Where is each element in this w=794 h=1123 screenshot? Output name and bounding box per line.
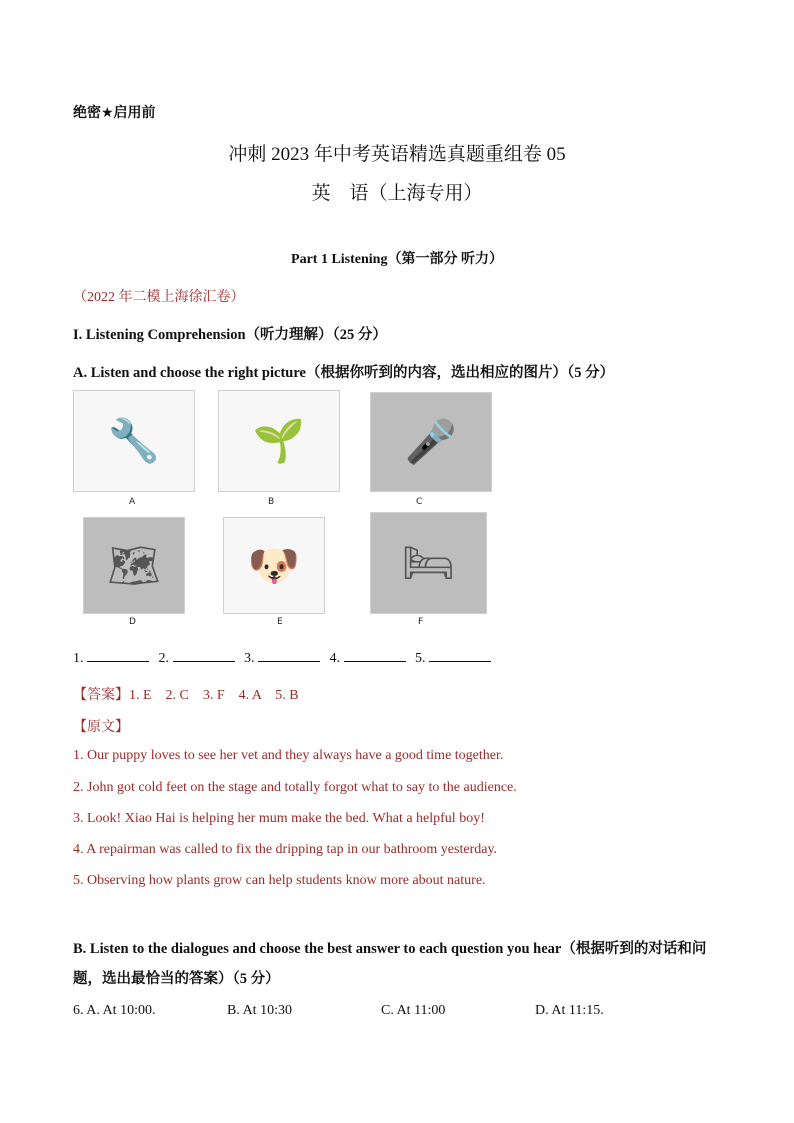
exam-subtitle: 英 语（上海专用） (311, 183, 483, 204)
hiker-map-icon: 🗺 (107, 540, 161, 590)
picture-label: D (129, 617, 136, 627)
picture-f (370, 512, 487, 614)
blank-line[interactable] (87, 649, 149, 662)
blank-number: 3. (244, 651, 255, 666)
answer-blanks (73, 649, 497, 667)
question-6-options (73, 1003, 689, 1019)
picture-c (370, 392, 492, 492)
picture-b (218, 390, 340, 492)
picture-a (73, 390, 195, 492)
children-plant-icon: 🌱 (252, 416, 306, 465)
blank-number: 1. (73, 651, 84, 666)
blank-number: 4. (329, 651, 340, 666)
picture-label: A (129, 497, 136, 507)
picture-grid (73, 390, 493, 630)
picture-label: C (416, 497, 423, 507)
part-heading: Part 1 Listening（第一部分 听力） (291, 252, 503, 267)
answer-line (73, 684, 299, 704)
script-line-1: 1. Our puppy loves to see her vet and they always have a good time together. (73, 748, 504, 763)
vet-puppy-icon: 🐶 (247, 540, 301, 590)
option-d[interactable]: D. At 11:15. (535, 1003, 604, 1018)
blank-line[interactable] (429, 649, 491, 662)
part-a-heading: A. Listen and choose the right picture（根据你听到的内容，选出相应的图片）（5 分） (73, 365, 615, 381)
picture-d (83, 517, 185, 614)
option-b[interactable]: B. At 10:30 (227, 1003, 292, 1018)
making-bed-icon: 🛏 (401, 538, 456, 587)
answer-text: 1. E 2. C 3. F 4. A 5. B (129, 688, 299, 703)
option-a[interactable]: 6. A. At 10:00. (73, 1003, 156, 1018)
picture-label: B (268, 497, 275, 507)
repairman-sink-icon: 🔧 (107, 416, 161, 465)
exam-title: 冲刺 2023 年中考英语精选真题重组卷 05 (228, 144, 566, 165)
part-b-heading: B. Listen to the dialogues and choose the best answer to each question you hear（根据听到的对话和问题，选出最恰当的答案）（5 分） (73, 941, 707, 987)
script-line-4: 4. A repairman was called to fix the dripping tap in our bathroom yesterday. (73, 842, 498, 857)
blank-line[interactable] (258, 649, 320, 662)
picture-e (223, 517, 325, 614)
blank-line[interactable] (173, 649, 235, 662)
picture-label: F (418, 617, 424, 627)
source-note: （2022 年二模上海徐汇卷） (73, 290, 245, 305)
answer-label: 【答案】 (73, 687, 129, 703)
blank-line[interactable] (344, 649, 406, 662)
section-heading: I. Listening Comprehension（听力理解）（25 分） (73, 327, 387, 343)
script-line-5: 5. Observing how plants grow can help students know more about nature. (73, 873, 486, 888)
singer-stage-icon: 🎤 (404, 417, 458, 466)
blank-number: 5. (415, 651, 426, 666)
script-label: 【原文】 (73, 719, 129, 735)
confidential-mark: 绝密★启用前 (73, 105, 156, 121)
picture-label: E (277, 617, 283, 627)
script-line-3: 3. Look! Xiao Hai is helping her mum make the bed. What a helpful boy! (73, 811, 485, 826)
option-c[interactable]: C. At 11:00 (381, 1003, 446, 1018)
blank-number: 2. (158, 651, 169, 666)
script-line-2: 2. John got cold feet on the stage and totally forgot what to say to the audience. (73, 780, 517, 795)
